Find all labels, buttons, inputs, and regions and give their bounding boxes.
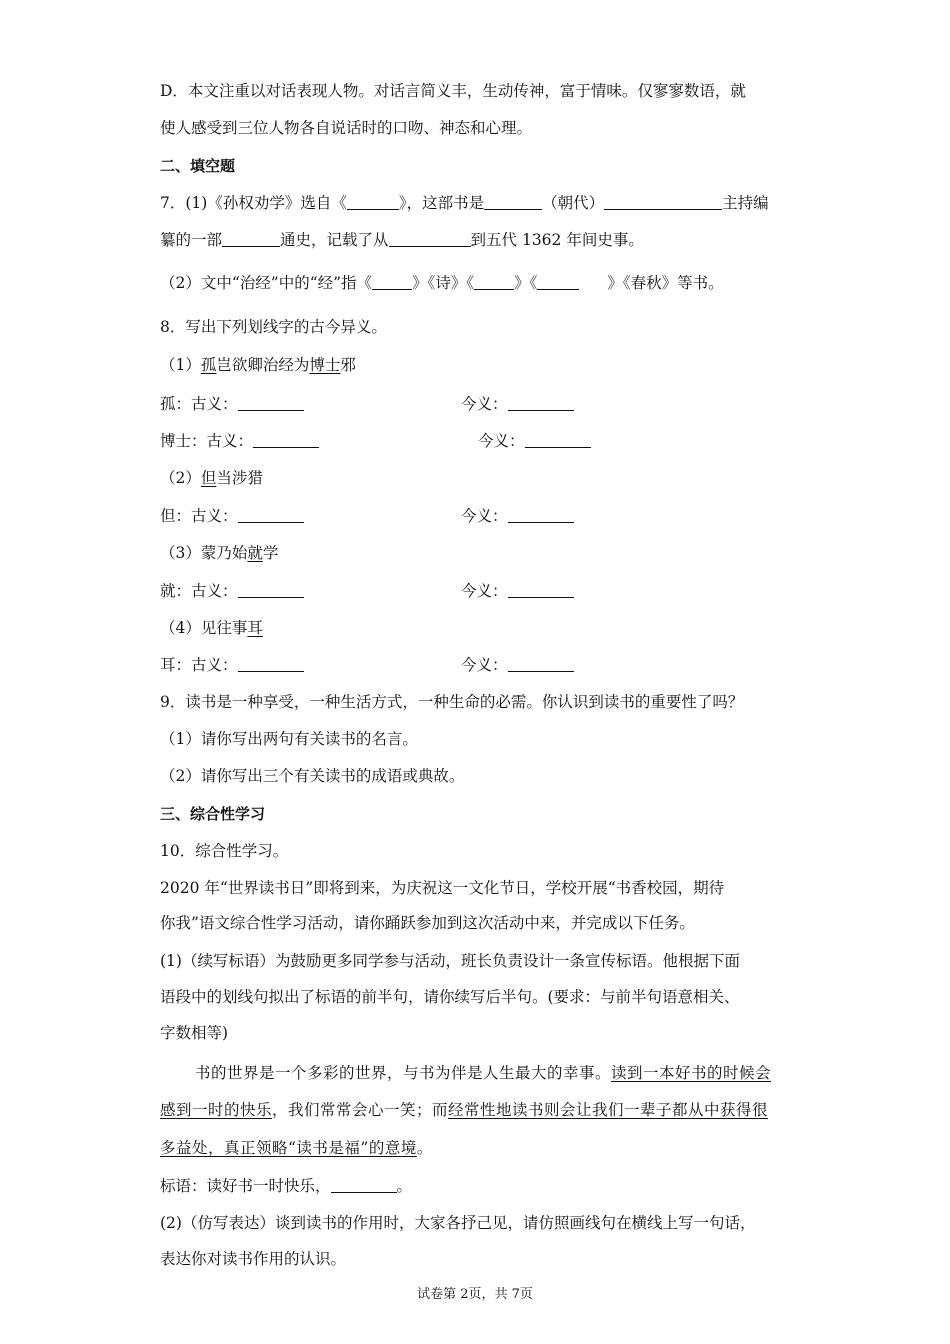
answer-blank[interactable] (508, 581, 574, 598)
q8-sentence-3 (160, 542, 278, 564)
section-2-title: 二、填空题 (160, 157, 236, 175)
passage-underlined: 读到一本好书的时候会 (611, 1064, 772, 1082)
answer-blank[interactable] (508, 506, 574, 523)
answer-blank[interactable] (238, 506, 304, 523)
q7-text: （朝代） (542, 194, 605, 212)
answer-blank[interactable] (372, 273, 412, 290)
q8-word-3-jin (461, 505, 574, 527)
q7-text: 》《春秋》等书。 (607, 274, 724, 292)
q8-label: 今义： (461, 395, 508, 413)
q8-word-2-jin (478, 430, 591, 452)
q8-text: （3）蒙乃始 (160, 544, 248, 562)
q8-sentence-4 (160, 617, 263, 639)
q8-label: 今义： (478, 432, 525, 450)
q8-word-2-gu (160, 430, 319, 452)
q10-part1-line3: 字数相等) (160, 1024, 229, 1042)
q7-line1 (160, 192, 769, 214)
q7-line3 (160, 272, 724, 294)
q8-text: （2） (160, 469, 201, 487)
answer-blank[interactable] (389, 230, 471, 247)
q8-stem: 8．写出下列划线字的古今异义。 (160, 318, 387, 336)
slogan-label: 标语：读好书一时快乐， (160, 1177, 331, 1195)
passage-underlined: 感到一时的快乐 (160, 1101, 273, 1119)
q8-word-5-jin (461, 654, 574, 676)
q8-word-3-gu (160, 505, 304, 527)
underlined-word: 博士 (309, 356, 341, 374)
answer-blank[interactable] (537, 273, 579, 290)
q7-text: 到五代 1362 年间史事。 (470, 231, 644, 249)
answer-blank[interactable] (253, 431, 319, 448)
q8-text: 学 (262, 544, 279, 562)
q8-word-4-jin (461, 580, 574, 602)
q6-option-d-line1: D．本文注重以对话表现人物。对话言简义丰，生动传神，富于情味。仅寥寥数语，就 (160, 82, 746, 100)
q10-part1-line2: 语段中的划线句拟出了标语的前半句，请你续写后半句。(要求：与前半句语意相关、 (160, 988, 740, 1006)
q7-text: 主持编 (722, 194, 769, 212)
q10-part2-line1: (2)（仿写表达）谈到读书的作用时，大家各抒己见，请仿照画线句在横线上写一句话， (160, 1214, 756, 1232)
answer-blank[interactable] (484, 193, 542, 210)
answer-blank[interactable] (508, 655, 574, 672)
q7-text: （2）文中“治经”中的“经”指《 (160, 274, 373, 292)
q8-sentence-2 (160, 467, 263, 489)
q8-label: 但：古义： (160, 507, 238, 525)
q8-label: 今义： (461, 582, 508, 600)
q8-text: 岂欲卿治经为 (216, 356, 310, 374)
q8-label: 今义： (461, 507, 508, 525)
answer-blank[interactable] (347, 193, 399, 210)
q8-label: 就：古义： (160, 582, 238, 600)
q9-stem: 9．读书是一种享受，一种生活方式，一种生命的必需。你认识到读书的重要性了吗？ (160, 693, 744, 711)
q10-part1-line1: (1)（续写标语）为鼓励更多同学参与活动，班长负责设计一条宣传标语。他根据下面 (160, 952, 740, 970)
q9-part-1: （1）请你写出两句有关读书的名言。 (160, 730, 418, 748)
q7-text: 通史，记载了从 (280, 231, 389, 249)
answer-blank[interactable] (604, 193, 722, 210)
q10-passage-line1 (195, 1062, 771, 1084)
q8-label: 耳：古义： (160, 656, 238, 674)
q10-intro-line1: 2020 年“世界读书日”即将到来，为庆祝这一文化节日，学校开展“书香校园，期待 (160, 879, 725, 897)
passage-text: 书的世界是一个多彩的世界，与书为伴是人生最大的幸事。 (195, 1064, 612, 1082)
answer-blank[interactable] (525, 431, 591, 448)
q10-part2-line2: 表达你对读书作用的认识。 (160, 1250, 347, 1268)
q8-text: （4）见往事 (160, 619, 248, 637)
underlined-word: 但 (200, 469, 217, 487)
underlined-word: 孤 (200, 356, 217, 374)
q8-sentence-1 (160, 354, 356, 376)
q8-word-4-gu (160, 580, 304, 602)
underlined-word: 耳 (247, 619, 263, 637)
q6-option-d-line2: 使人感受到三位人物各自说话时的口吻、神态和心理。 (160, 119, 533, 137)
answer-blank[interactable] (474, 273, 514, 290)
q8-text: 邪 (340, 356, 356, 374)
q7-text: 》《诗》《 (412, 274, 475, 292)
q8-text: 当涉猎 (216, 469, 263, 487)
answer-blank[interactable] (238, 394, 304, 411)
answer-blank[interactable] (238, 655, 304, 672)
q7-text: 纂的一部 (160, 231, 223, 249)
underlined-word: 就 (247, 544, 263, 562)
q7-text: 》，这部书是 (398, 194, 485, 212)
q9-part-2: （2）请你写出三个有关读书的成语或典故。 (160, 767, 465, 785)
q8-word-1-jin (461, 393, 574, 415)
passage-text: ，我们常常会心一笑；而 (272, 1101, 449, 1119)
answer-blank[interactable] (238, 581, 304, 598)
passage-text: 。 (416, 1139, 433, 1157)
q8-word-1-gu (160, 393, 304, 415)
q8-label: 博士：古义： (160, 432, 254, 450)
passage-underlined: 经常性地读书则会让我们一辈子都从中获得很 (448, 1101, 769, 1119)
answer-blank[interactable] (331, 1176, 397, 1193)
section-3-title: 三、综合性学习 (160, 805, 266, 823)
q10-slogan (160, 1175, 412, 1197)
q10-intro-line2: 你我”语文综合性学习活动，请你踊跃参加到这次活动中来，并完成以下任务。 (160, 914, 695, 932)
q10-passage-line3 (160, 1137, 433, 1159)
passage-underlined: 多益处，真正领略“读书是福”的意境 (160, 1139, 417, 1157)
q8-word-5-gu (160, 654, 304, 676)
q10-stem: 10．综合性学习。 (160, 842, 289, 860)
page-footer: 试卷第 2页，共 7页 (417, 1287, 533, 1302)
q7-text: 7．(1)《孙权劝学》选自《 (160, 194, 347, 212)
slogan-end: 。 (396, 1177, 413, 1195)
q10-passage-line2 (160, 1099, 768, 1121)
q8-label: 孤：古义： (160, 395, 238, 413)
q8-label: 今义： (461, 656, 508, 674)
answer-blank[interactable] (508, 394, 574, 411)
q8-text: （1） (160, 356, 201, 374)
q7-text: 》《 (514, 274, 538, 292)
q7-line2 (160, 229, 644, 251)
answer-blank[interactable] (222, 230, 280, 247)
